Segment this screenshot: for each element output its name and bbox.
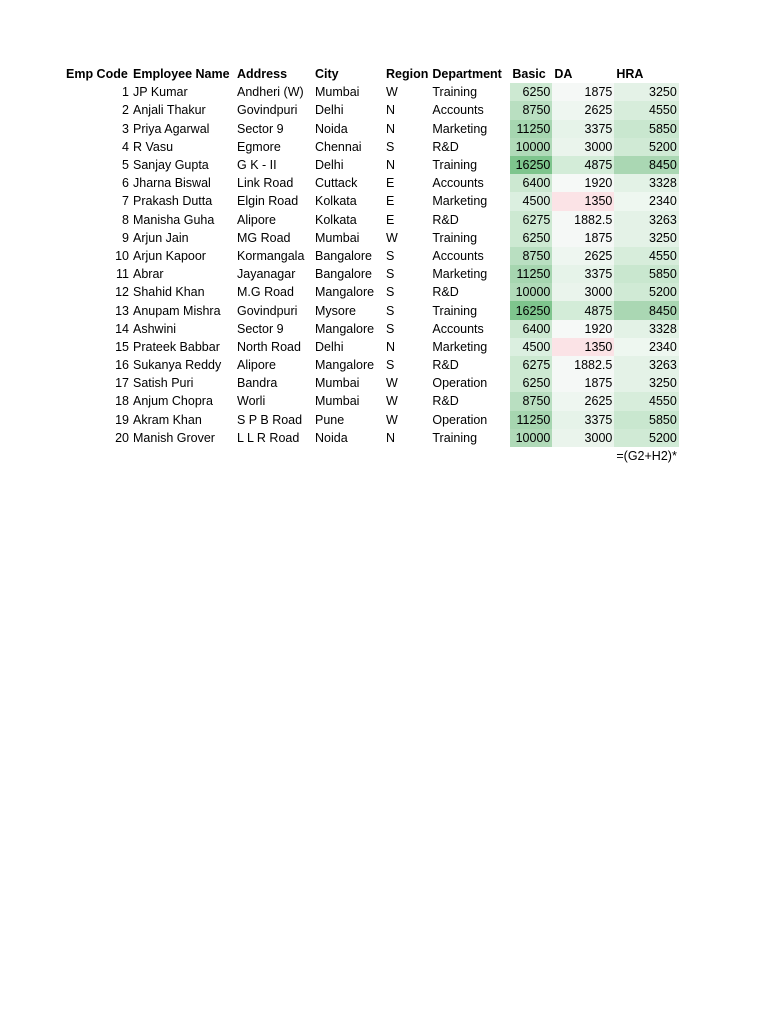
address-cell[interactable]: Egmore: [237, 139, 281, 154]
address-cell[interactable]: M.G Road: [237, 285, 294, 300]
formula-row: [64, 447, 679, 465]
table-row: [64, 192, 679, 210]
basic-cell[interactable]: 8750: [510, 392, 552, 410]
da-cell[interactable]: 1875: [552, 83, 614, 101]
hra-cell[interactable]: 5850: [614, 411, 678, 429]
hra-cell[interactable]: 5200: [614, 429, 678, 447]
employee-name-cell[interactable]: Anjum Chopra: [133, 394, 213, 409]
basic-cell[interactable]: 8750: [510, 247, 552, 265]
da-cell[interactable]: 2625: [552, 247, 614, 265]
basic-cell[interactable]: 10000: [510, 283, 552, 301]
employee-name-cell[interactable]: Anjali Thakur: [133, 103, 206, 118]
hra-cell[interactable]: 3250: [614, 229, 678, 247]
emp-code-cell[interactable]: 1: [122, 85, 129, 100]
employee-table: [64, 65, 679, 465]
department-cell[interactable]: Training: [432, 158, 478, 173]
department-cell[interactable]: Accounts: [432, 248, 484, 263]
hra-cell[interactable]: 3328: [614, 174, 678, 192]
da-cell[interactable]: 3000: [552, 429, 614, 447]
region-cell[interactable]: N: [386, 121, 396, 136]
da-cell[interactable]: 3375: [552, 120, 614, 138]
basic-cell[interactable]: 11250: [510, 411, 552, 429]
da-cell[interactable]: 1882.5: [552, 356, 614, 374]
hra-cell[interactable]: 8450: [614, 301, 678, 319]
da-cell[interactable]: 2625: [552, 392, 614, 410]
table-row: [64, 374, 679, 392]
address-cell[interactable]: Alipore: [237, 358, 276, 373]
employee-name-cell[interactable]: Satish Puri: [133, 376, 194, 391]
employee-name-cell[interactable]: R Vasu: [133, 139, 174, 154]
employee-name-cell[interactable]: Sanjay Gupta: [133, 158, 209, 173]
city-cell[interactable]: Kolkata: [315, 212, 357, 227]
city-cell[interactable]: Mangalore: [315, 285, 375, 300]
basic-cell[interactable]: 6250: [510, 83, 552, 101]
da-cell[interactable]: 3375: [552, 411, 614, 429]
employee-name-cell[interactable]: JP Kumar: [133, 85, 188, 100]
basic-cell[interactable]: 16250: [510, 301, 552, 319]
city-cell[interactable]: Noida: [315, 430, 348, 445]
basic-cell[interactable]: 6250: [510, 229, 552, 247]
empty-cell[interactable]: [510, 447, 552, 465]
emp-code-cell[interactable]: 4: [122, 139, 129, 154]
empty-cell[interactable]: [64, 447, 131, 465]
emp-code-cell[interactable]: 7: [122, 194, 129, 209]
employee-name-cell[interactable]: Priya Agarwal: [133, 121, 210, 136]
address-cell[interactable]: Worli: [237, 394, 266, 409]
table-row: [64, 83, 679, 101]
emp-code-cell[interactable]: 12: [115, 285, 129, 300]
region-cell[interactable]: N: [386, 430, 396, 445]
empty-cell[interactable]: [384, 447, 430, 465]
address-cell[interactable]: S P B Road: [237, 412, 303, 427]
city-cell[interactable]: Mumbai: [315, 376, 360, 391]
address-cell[interactable]: Bandra: [237, 376, 278, 391]
hra-cell[interactable]: 4550: [614, 392, 678, 410]
employee-name-cell[interactable]: Manisha Guha: [133, 212, 215, 227]
department-cell[interactable]: Accounts: [432, 321, 484, 336]
employee-name-cell[interactable]: Ashwini: [133, 321, 177, 336]
emp-code-cell[interactable]: 18: [115, 394, 129, 409]
department-cell[interactable]: R&D: [432, 358, 459, 373]
da-cell[interactable]: 1920: [552, 174, 614, 192]
formula-cell[interactable]: =(G2+H2)*: [616, 449, 677, 464]
basic-cell[interactable]: 11250: [510, 265, 552, 283]
city-cell[interactable]: Kolkata: [315, 194, 357, 209]
region-cell[interactable]: E: [386, 212, 395, 227]
header-da[interactable]: DA: [554, 67, 573, 82]
table-row: [64, 429, 679, 447]
basic-cell[interactable]: 6275: [510, 211, 552, 229]
spreadsheet: [64, 65, 679, 465]
city-cell[interactable]: Cuttack: [315, 176, 358, 191]
da-cell[interactable]: 3375: [552, 265, 614, 283]
hra-cell[interactable]: 4550: [614, 101, 678, 119]
da-cell[interactable]: 3000: [552, 138, 614, 156]
city-cell[interactable]: Mangalore: [315, 358, 375, 373]
department-cell[interactable]: Marketing: [432, 267, 488, 282]
region-cell[interactable]: S: [386, 267, 395, 282]
address-cell[interactable]: Alipore: [237, 212, 276, 227]
header-department[interactable]: Department: [432, 67, 502, 82]
da-cell[interactable]: 1875: [552, 229, 614, 247]
table-row: [64, 356, 679, 374]
basic-cell[interactable]: 11250: [510, 120, 552, 138]
employee-name-cell[interactable]: Prakash Dutta: [133, 194, 213, 209]
address-cell[interactable]: Jayanagar: [237, 267, 296, 282]
basic-cell[interactable]: 6250: [510, 374, 552, 392]
basic-cell[interactable]: 10000: [510, 138, 552, 156]
address-cell[interactable]: North Road: [237, 339, 301, 354]
employee-name-cell[interactable]: Arjun Kapoor: [133, 248, 206, 263]
address-cell[interactable]: Andheri (W): [237, 85, 304, 100]
address-cell[interactable]: Sector 9: [237, 321, 284, 336]
table-row: [64, 120, 679, 138]
employee-name-cell[interactable]: Arjun Jain: [133, 230, 189, 245]
emp-code-cell[interactable]: 17: [115, 376, 129, 391]
department-cell[interactable]: Marketing: [432, 194, 488, 209]
header-employee-name[interactable]: Employee Name: [133, 67, 230, 82]
emp-code-cell[interactable]: 15: [115, 339, 129, 354]
region-cell[interactable]: S: [386, 248, 395, 263]
city-cell[interactable]: Delhi: [315, 339, 344, 354]
emp-code-cell[interactable]: 3: [122, 121, 129, 136]
department-cell[interactable]: Marketing: [432, 339, 488, 354]
address-cell[interactable]: Govindpuri: [237, 103, 298, 118]
address-cell[interactable]: L L R Road: [237, 430, 300, 445]
emp-code-cell[interactable]: 5: [122, 158, 129, 173]
department-cell[interactable]: R&D: [432, 394, 459, 409]
basic-cell[interactable]: 6400: [510, 174, 552, 192]
region-cell[interactable]: E: [386, 194, 395, 209]
region-cell[interactable]: W: [386, 412, 398, 427]
da-cell[interactable]: 2625: [552, 101, 614, 119]
basic-cell[interactable]: 6400: [510, 320, 552, 338]
table-row: [64, 229, 679, 247]
hra-cell[interactable]: 5200: [614, 283, 678, 301]
address-cell[interactable]: Govindpuri: [237, 303, 298, 318]
region-cell[interactable]: S: [386, 358, 395, 373]
city-cell[interactable]: Delhi: [315, 103, 344, 118]
table-row: [64, 265, 679, 283]
hra-cell[interactable]: 3250: [614, 374, 678, 392]
header-hra[interactable]: HRA: [616, 67, 644, 82]
da-cell[interactable]: 1875: [552, 374, 614, 392]
city-cell[interactable]: Mumbai: [315, 394, 360, 409]
basic-cell[interactable]: 8750: [510, 101, 552, 119]
city-cell[interactable]: Delhi: [315, 158, 344, 173]
city-cell[interactable]: Bangalore: [315, 248, 372, 263]
emp-code-cell[interactable]: 13: [115, 303, 129, 318]
department-cell[interactable]: Accounts: [432, 176, 484, 191]
empty-cell[interactable]: [313, 447, 384, 465]
table-body: [64, 83, 679, 447]
table-row: [64, 283, 679, 301]
employee-name-cell[interactable]: Manish Grover: [133, 430, 215, 445]
da-cell[interactable]: 1882.5: [552, 211, 614, 229]
employee-name-cell[interactable]: Sukanya Reddy: [133, 358, 222, 373]
employee-name-cell[interactable]: Prateek Babbar: [133, 339, 220, 354]
hra-cell[interactable]: 3263: [614, 211, 678, 229]
city-cell[interactable]: Noida: [315, 121, 348, 136]
table-row: [64, 338, 679, 356]
city-cell[interactable]: Mysore: [315, 303, 356, 318]
emp-code-cell[interactable]: 16: [115, 358, 129, 373]
region-cell[interactable]: W: [386, 376, 398, 391]
hra-cell[interactable]: 2340: [614, 192, 678, 210]
emp-code-cell[interactable]: 9: [122, 230, 129, 245]
department-cell[interactable]: Training: [432, 230, 478, 245]
hra-cell[interactable]: 5850: [614, 120, 678, 138]
department-cell[interactable]: R&D: [432, 212, 459, 227]
region-cell[interactable]: N: [386, 339, 396, 354]
da-cell[interactable]: 4875: [552, 301, 614, 319]
table-row: [64, 320, 679, 338]
address-cell[interactable]: Sector 9: [237, 121, 284, 136]
table-row: [64, 156, 679, 174]
table-row: [64, 392, 679, 410]
city-cell[interactable]: Mangalore: [315, 321, 375, 336]
header-city[interactable]: City: [315, 67, 339, 82]
employee-name-cell[interactable]: Akram Khan: [133, 412, 202, 427]
region-cell[interactable]: W: [386, 230, 398, 245]
da-cell[interactable]: 1920: [552, 320, 614, 338]
hra-cell[interactable]: 8450: [614, 156, 678, 174]
department-cell[interactable]: Accounts: [432, 103, 484, 118]
department-cell[interactable]: R&D: [432, 285, 459, 300]
table-row: [64, 411, 679, 429]
department-cell[interactable]: R&D: [432, 139, 459, 154]
emp-code-cell[interactable]: 14: [115, 321, 129, 336]
hra-cell[interactable]: 2340: [614, 338, 678, 356]
hra-cell[interactable]: 5850: [614, 265, 678, 283]
table-row: [64, 174, 679, 192]
header-region[interactable]: Region: [386, 67, 429, 82]
region-cell[interactable]: E: [386, 176, 395, 191]
city-cell[interactable]: Pune: [315, 412, 345, 427]
hra-cell[interactable]: 3263: [614, 356, 678, 374]
emp-code-cell[interactable]: 20: [115, 430, 129, 445]
address-cell[interactable]: Link Road: [237, 176, 294, 191]
region-cell[interactable]: N: [386, 158, 396, 173]
basic-cell[interactable]: 4500: [510, 338, 552, 356]
emp-code-cell[interactable]: 11: [116, 267, 129, 282]
employee-name-cell[interactable]: Jharna Biswal: [133, 176, 211, 191]
hra-cell[interactable]: 3328: [614, 320, 678, 338]
emp-code-cell[interactable]: 2: [122, 103, 129, 118]
city-cell[interactable]: Mumbai: [315, 230, 360, 245]
header-row: [64, 65, 679, 83]
da-cell[interactable]: 1350: [552, 338, 614, 356]
emp-code-cell[interactable]: 19: [115, 412, 129, 427]
department-cell[interactable]: Operation: [432, 412, 488, 427]
basic-cell[interactable]: 16250: [510, 156, 552, 174]
da-cell[interactable]: 1350: [552, 192, 614, 210]
table-row: [64, 138, 679, 156]
employee-name-cell[interactable]: Shahid Khan: [133, 285, 205, 300]
address-cell[interactable]: G K - II: [237, 158, 277, 173]
basic-cell[interactable]: 4500: [510, 192, 552, 210]
empty-cell[interactable]: [131, 447, 235, 465]
table-row: [64, 211, 679, 229]
region-cell[interactable]: S: [386, 139, 395, 154]
department-cell[interactable]: Operation: [432, 376, 488, 391]
city-cell[interactable]: Chennai: [315, 139, 362, 154]
department-cell[interactable]: Marketing: [432, 121, 488, 136]
region-cell[interactable]: S: [386, 285, 395, 300]
address-cell[interactable]: MG Road: [237, 230, 291, 245]
region-cell[interactable]: W: [386, 394, 398, 409]
table-row: [64, 247, 679, 265]
employee-name-cell[interactable]: Abrar: [133, 267, 164, 282]
empty-cell[interactable]: [552, 447, 614, 465]
header-basic[interactable]: Basic: [512, 67, 546, 82]
basic-cell[interactable]: 6275: [510, 356, 552, 374]
emp-code-cell[interactable]: 10: [115, 248, 129, 263]
header-emp-code[interactable]: Emp Code: [66, 67, 128, 82]
department-cell[interactable]: Training: [432, 303, 478, 318]
region-cell[interactable]: W: [386, 85, 398, 100]
table-row: [64, 301, 679, 319]
department-cell[interactable]: Training: [432, 430, 478, 445]
emp-code-cell[interactable]: 8: [122, 212, 129, 227]
address-cell[interactable]: Elgin Road: [237, 194, 299, 209]
da-cell[interactable]: 4875: [552, 156, 614, 174]
emp-code-cell[interactable]: 6: [122, 176, 129, 191]
employee-name-cell[interactable]: Anupam Mishra: [133, 303, 221, 318]
department-cell[interactable]: Training: [432, 85, 478, 100]
table-row: [64, 101, 679, 119]
hra-cell[interactable]: 5200: [614, 138, 678, 156]
region-cell[interactable]: S: [386, 321, 395, 336]
hra-cell[interactable]: 4550: [614, 247, 678, 265]
city-cell[interactable]: Mumbai: [315, 85, 360, 100]
da-cell[interactable]: 3000: [552, 283, 614, 301]
hra-cell[interactable]: 3250: [614, 83, 678, 101]
empty-cell[interactable]: [430, 447, 510, 465]
city-cell[interactable]: Bangalore: [315, 267, 372, 282]
region-cell[interactable]: N: [386, 103, 396, 118]
basic-cell[interactable]: 10000: [510, 429, 552, 447]
header-address[interactable]: Address: [237, 67, 288, 82]
empty-cell[interactable]: [235, 447, 313, 465]
region-cell[interactable]: S: [386, 303, 395, 318]
address-cell[interactable]: Kormangala: [237, 248, 305, 263]
